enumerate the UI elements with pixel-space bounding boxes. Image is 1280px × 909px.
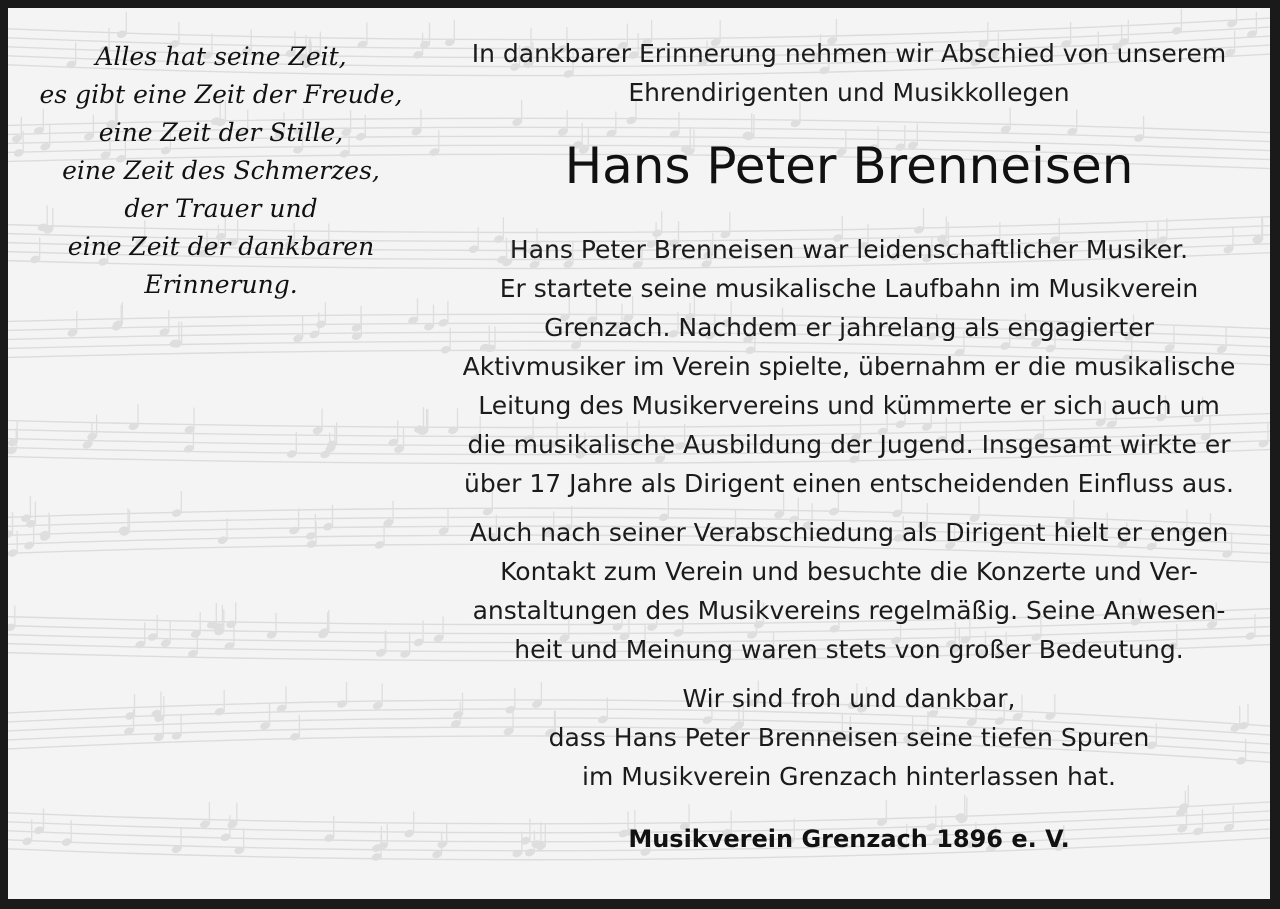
text-line: Hans Peter Brenneisen war leidenschaftlicher Musiker. [509, 235, 1189, 264]
intro-line: In dankbarer Erinnerung nehmen wir Abschied von unserem [471, 39, 1227, 68]
text-line: Grenzach. Nachdem er jahrelang als engagierter [544, 313, 1154, 342]
text-line: Wir sind froh und dankbar, [682, 684, 1016, 713]
deceased-name: Hans Peter Brenneisen [564, 137, 1134, 195]
paragraph-3 [428, 679, 1270, 796]
paragraph-2 [428, 513, 1270, 669]
poem-line: der Trauer und [124, 194, 318, 223]
text-line: anstaltungen des Musikvereins regelmäßig. Seine Anwesen- [472, 596, 1226, 625]
text-line: Leitung des Musikervereins und kümmerte er sich auch um [478, 391, 1220, 420]
text-line: über 17 Jahre als Dirigent einen entscheidenden Einfluss aus. [464, 469, 1234, 498]
text-line: Kontakt zum Verein und besuchte die Konzerte und Ver- [500, 557, 1198, 586]
poem-line: es gibt eine Zeit der Freude, [39, 80, 403, 109]
text-line: dass Hans Peter Brenneisen seine tiefen Spuren [548, 723, 1150, 752]
text-line: heit und Meinung waren stets von großer Bedeutung. [514, 635, 1184, 664]
intro-line: Ehrendirigenten und Musikkollegen [628, 78, 1070, 107]
text-line: im Musikverein Grenzach hinterlassen hat. [582, 762, 1116, 791]
poem-line: Alles hat seine Zeit, [95, 42, 347, 71]
text-line: Aktivmusiker im Verein spielte, übernahm er die musikalische [462, 352, 1236, 381]
poem [26, 38, 416, 304]
poem-line: eine Zeit der Stille, [98, 118, 344, 147]
poem-line: Erinnerung. [144, 270, 298, 299]
obituary-text [428, 34, 1270, 856]
text-line: Er startete seine musikalische Laufbahn im Musikverein [499, 274, 1199, 303]
intro [428, 34, 1270, 112]
poem-line: eine Zeit des Schmerzes, [62, 156, 380, 185]
poem-line: eine Zeit der dankbaren [67, 232, 375, 261]
text-line: die musikalische Ausbildung der Jugend. Insgesamt wirkte er [467, 430, 1231, 459]
paragraph-1 [428, 230, 1270, 503]
signature: Musikverein Grenzach 1896 e. V. [628, 825, 1070, 853]
obituary-card [8, 8, 1270, 899]
text-line: Auch nach seiner Verabschiedung als Dirigent hielt er engen [469, 518, 1229, 547]
